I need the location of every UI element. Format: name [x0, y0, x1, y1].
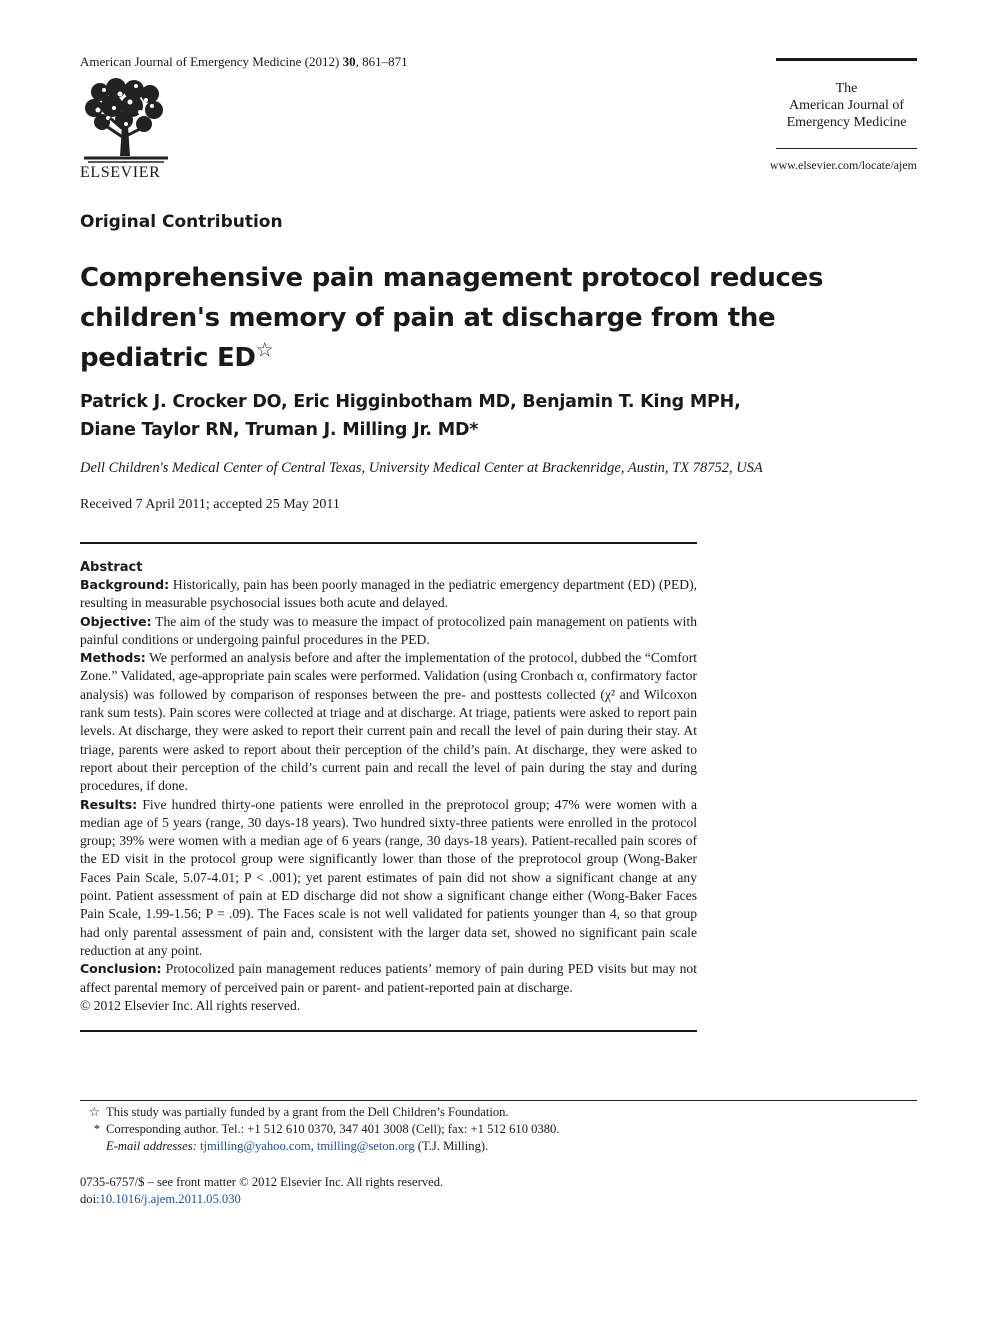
- email-separator: ,: [310, 1138, 317, 1153]
- doi-link[interactable]: 10.1016/j.ajem.2011.05.030: [99, 1192, 241, 1206]
- journal-citation: [80, 54, 408, 70]
- abstract-text: Protocolized pain management reduces patients’ memory of pain during PED visits but may not affect parental memory of perceived pain or parent- and patient-reported pain at discharge.: [80, 961, 697, 995]
- abstract-rule-bottom: [80, 1030, 697, 1032]
- abstract-text: Five hundred thirty-one patients were enrolled in the preprotocol group; 47% were women with a median age of 5 years (range, 30 days-18 years). Two hundred sixty-three patients were enrolled in the protocol group; 39% were women with a median age of 6 years (range, 30 days-18 years). Patient-recalled pain scores of the ED visit in the protocol group were significantly lower than those of the preprotocol group (Wong-Baker Faces Pain Scale, 5.07-4.01; P < .001); yet parent estimates of pain did not show a significant change at any point. Patient assessment of pain at ED discharge did not show a significant change either (Wong-Baker Faces Pain Scale, 1.99-1.56; P = .09). The Faces scale is not well validated for patients younger than 4, so that group had only parental assessment of pain and, consistent with the larger data set, showed no significant pain scale reduction at any point.: [80, 796, 697, 958]
- journal-name-line-3: Emergency Medicine: [786, 115, 907, 130]
- citation-pages: , 861–871: [355, 54, 408, 69]
- abstract-results: [80, 796, 697, 961]
- email-suffix: (T.J. Milling).: [414, 1138, 489, 1153]
- masthead-rule-bottom: [776, 148, 917, 149]
- email-label: E-mail addresses:: [106, 1138, 197, 1153]
- footnote-rule: [80, 1100, 917, 1101]
- footnote-funding: [80, 1104, 917, 1121]
- masthead-rule-top: [776, 58, 917, 61]
- abstract-label: Objective:: [80, 613, 152, 629]
- article-title-text: Comprehensive pain management protocol reduces children's memory of pain at discharge from the pediatric ED: [80, 263, 824, 373]
- received-dates: Received 7 April 2011; accepted 25 May 2011: [80, 497, 340, 512]
- front-matter: [80, 1174, 443, 1208]
- abstract-label: Background:: [80, 577, 170, 592]
- abstract-text: We performed an analysis before and after the implementation of the protocol, dubbed the “Comfort Zone.” Validated, age-appropriate pain scales were performed. Validation (using Cronbach α, confirmatory factor analysis) was followed by comparison of responses between the pre- and posttests collected (χ² and Wilcoxon rank sum tests). Pain scores were collected at triage and at discharge. At triage, patients were asked to report pain levels. At discharge, they were asked to report their current pain and recall the level of pain during their stay. At triage, parents were asked to report about their perception of the child’s pain. At discharge, they were asked to report about their perception of the child’s current pain and recall the level of pain during the stay and during procedures, if done.: [80, 650, 697, 794]
- doi-prefix: doi:: [80, 1192, 100, 1206]
- abstract-text: The aim of the study was to measure the impact of protocolized pain management on patients with painful conditions or undergoing painful procedures in the PED.: [80, 613, 697, 647]
- title-star-icon[interactable]: ☆: [255, 339, 274, 362]
- footnotes: [80, 1104, 917, 1154]
- footnote-star-icon: ☆: [88, 1105, 100, 1119]
- abstract-label: Methods:: [80, 650, 146, 666]
- footnote-funding-text: This study was partially funded by a grant from the Dell Children’s Foundation.: [106, 1105, 509, 1119]
- tree-logo-icon: [80, 78, 172, 164]
- footnote-emails: [80, 1138, 917, 1155]
- abstract-heading: Abstract: [80, 560, 143, 575]
- author-list: [80, 388, 900, 444]
- footnote-corresponding-text: Corresponding author. Tel.: +1 512 610 0370, 347 401 3008 (Cell); fax: +1 512 610 0380.: [106, 1121, 560, 1136]
- affiliation: Dell Children's Medical Center of Central Texas, University Medical Center at Brackenridge, Austin, TX 78752, USA: [80, 460, 763, 476]
- journal-url-link[interactable]: www.elsevier.com/locate/ajem: [769, 158, 917, 172]
- article-title: [80, 258, 840, 378]
- journal-name-block: [776, 80, 917, 131]
- email-link-1[interactable]: tjmilling@yahoo.com: [199, 1138, 311, 1153]
- journal-name-line-2: American Journal of: [788, 98, 905, 113]
- citation-volume: 30: [342, 54, 356, 69]
- authors-line-1[interactable]: Patrick J. Crocker DO, Eric Higginbotham MD, Benjamin T. King MPH,: [80, 392, 741, 412]
- abstract-methods: [80, 649, 697, 795]
- footnote-corresponding: [80, 1121, 917, 1138]
- footnote-asterisk: *: [93, 1121, 100, 1136]
- email-link-2[interactable]: tmilling@seton.org: [316, 1138, 415, 1153]
- authors-line-2[interactable]: Diane Taylor RN, Truman J. Milling Jr. MD*: [80, 420, 479, 440]
- publisher-wordmark: ELSEVIER: [80, 164, 161, 181]
- journal-name-line-1: The: [835, 81, 858, 96]
- citation-prefix: American Journal of Emergency Medicine (2012): [80, 54, 343, 69]
- abstract-text: Historically, pain has been poorly managed in the pediatric emergency department (ED) (PED), resulting in measurable psychosocial issues both acute and delayed.: [80, 577, 697, 611]
- abstract-conclusion: [80, 960, 697, 997]
- abstract-rule-top: [80, 542, 697, 544]
- abstract-body: [80, 576, 697, 1015]
- issn-line: 0735-6757/$ – see front matter © 2012 Elsevier Inc. All rights reserved.: [80, 1175, 444, 1189]
- abstract-objective: [80, 613, 697, 650]
- abstract-background: [80, 576, 697, 613]
- abstract-label: Conclusion:: [80, 961, 162, 977]
- section-label: Original Contribution: [80, 212, 283, 232]
- abstract-copyright: © 2012 Elsevier Inc. All rights reserved.: [80, 997, 301, 1013]
- doi-line: [80, 1191, 443, 1208]
- abstract-label: Results:: [80, 796, 138, 812]
